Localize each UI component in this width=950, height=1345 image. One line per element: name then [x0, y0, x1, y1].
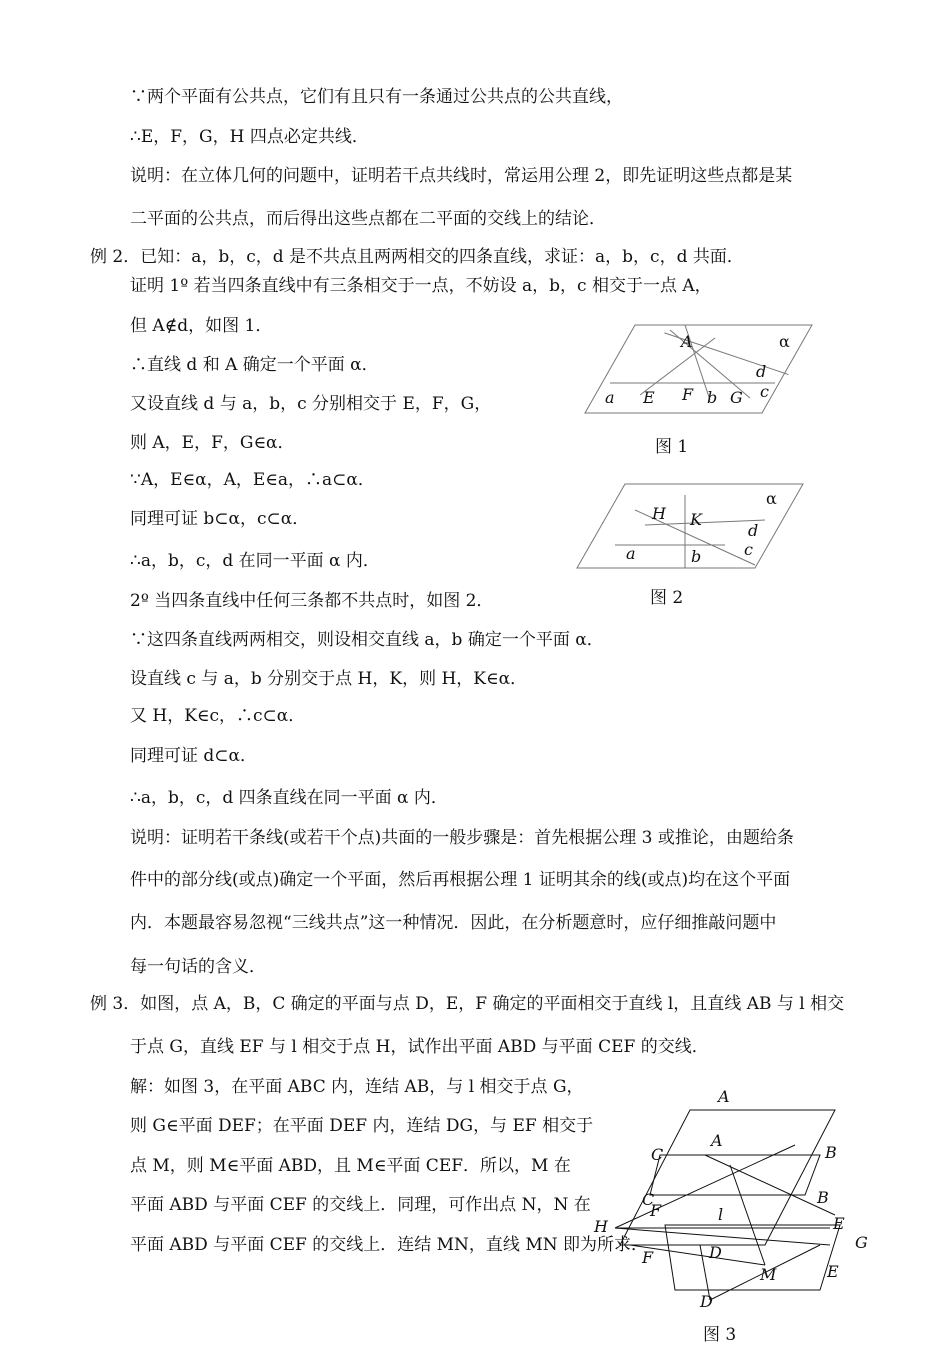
label-F-lower: F: [642, 1248, 654, 1267]
label-a: a: [626, 544, 636, 563]
text-line: ∵两个平面有公共点，它们有且只有一条通过公共点的公共直线，: [130, 87, 623, 107]
label-c: c: [760, 382, 769, 401]
label-d: d: [748, 521, 759, 540]
text-line: 件中的部分线(或点)确定一个平面，然后再根据公理 1 证明其余的线(或点)均在这个平面: [130, 870, 791, 890]
text-line: 同理可证 b⊂α，c⊂α．: [130, 509, 310, 529]
text-line: 解：如图 3，在平面 ABC 内，连结 AB，与 l 相交于点 G，: [130, 1077, 584, 1097]
figure-1-diagram: [580, 320, 820, 420]
text-line: 同理可证 d⊂α．: [130, 746, 258, 766]
figure-1: [580, 320, 820, 420]
label-d: d: [756, 362, 767, 381]
figure-2-diagram: [575, 480, 805, 572]
label-b: b: [691, 547, 702, 566]
label-B-top: B: [825, 1143, 837, 1162]
example-heading: 例 3．如图，点 A，B，C 确定的平面与点 D，E，F 确定的平面相交于直线 l，且直线 AB 与 l 相交: [90, 994, 845, 1014]
text-line: 又设直线 d 与 a，b，c 分别相交于 E，F，G，: [130, 394, 492, 414]
label-a: a: [605, 388, 615, 407]
text-line: 点 M，则 M∈平面 ABD，且 M∈平面 CEF．所以，M 在: [130, 1156, 571, 1176]
text-line: ∵这四条直线两两相交，则设相交直线 a，b 确定一个平面 α．: [130, 630, 604, 650]
figure-2: [575, 480, 805, 572]
label-E: E: [827, 1262, 839, 1281]
figure-2-caption: 图 2: [650, 588, 684, 608]
label-F: F: [682, 385, 694, 404]
figure-3: [590, 1085, 880, 1320]
label-C: C: [642, 1190, 655, 1209]
label-alpha: α: [779, 332, 790, 351]
label-c: c: [744, 540, 753, 559]
text-line: 则 G∈平面 DEF；在平面 DEF 内，连结 DG，与 EF 相交于: [130, 1116, 594, 1136]
label-b: b: [707, 388, 718, 407]
text-line: 内．本题最容易忽视“三线共点”这一种情况．因此，在分析题意时，应仔细推敲问题中: [130, 913, 777, 933]
label-G: G: [855, 1233, 868, 1252]
label-A-top: A: [718, 1087, 730, 1106]
label-D: D: [700, 1292, 713, 1311]
figure-3-diagram: [590, 1085, 880, 1320]
label-B: B: [817, 1188, 829, 1207]
text-line: ∴a，b，c，d 四条直线在同一平面 α 内．: [130, 788, 448, 808]
text-line: 又 H，K∈c，∴c⊂α．: [130, 706, 306, 726]
label-M: M: [760, 1265, 777, 1284]
label-E-right: E: [833, 1214, 845, 1233]
text-line: 二平面的公共点，而后得出这些点都在二平面的交线上的结论．: [130, 209, 606, 229]
text-line: ∵A，E∈α，A，E∈a，∴a⊂α．: [130, 470, 375, 490]
text-line: 说明：在立体几何的问题中，证明若干点共线时，常运用公理 2，即先证明这些点都是某: [130, 166, 793, 186]
label-C-top: C: [651, 1145, 664, 1164]
label-E: E: [643, 388, 655, 407]
text-line: 平面 ABD 与平面 CEF 的交线上．连结 MN，直线 MN 即为所求．: [130, 1235, 649, 1255]
text-line: 但 A∉d，如图 1．: [130, 316, 273, 336]
label-G: G: [730, 388, 743, 407]
label-l: l: [718, 1205, 724, 1224]
text-line: ∴a，b，c，d 在同一平面 α 内．: [130, 551, 380, 571]
label-alpha: α: [766, 489, 777, 508]
text-line: 证明 1º 若当四条直线中有三条相交于一点，不妨设 a，b，c 相交于一点 A，: [130, 276, 712, 296]
text-line: 每一句话的含义．: [130, 957, 266, 977]
label-K: K: [690, 510, 702, 529]
figure-1-caption: 图 1: [655, 437, 689, 457]
text-line: 说明：证明若干条线(或若干个点)共面的一般步骤是：首先根据公理 3 或推论，由题给条: [130, 828, 794, 848]
label-F-upper: F: [650, 1201, 662, 1220]
label-A: A: [681, 332, 693, 351]
text-line: 2º 当四条直线中任何三条都不共点时，如图 2．: [130, 591, 494, 611]
label-D-mid: D: [709, 1243, 722, 1262]
figure-3-caption: 图 3: [703, 1325, 737, 1345]
label-H: H: [652, 504, 666, 523]
text-line: 设直线 c 与 a，b 分别交于点 H，K，则 H，K∈α．: [130, 669, 528, 689]
label-H: H: [594, 1217, 608, 1236]
text-line: 平面 ABD 与平面 CEF 的交线上．同理，可作出点 N，N 在: [130, 1195, 591, 1215]
label-A: A: [711, 1131, 723, 1150]
text-line: 于点 G，直线 EF 与 l 相交于点 H，试作出平面 ABD 与平面 CEF 的交线．: [130, 1037, 709, 1057]
text-line: ∴E，F，G，H 四点必定共线．: [130, 127, 369, 147]
text-line: ∴直线 d 和 A 确定一个平面 α．: [130, 355, 379, 375]
example-heading: 例 2．已知：a，b，c，d 是不共点且两两相交的四条直线，求证：a，b，c，d 共面．: [90, 247, 744, 267]
text-line: 则 A，E，F，G∈α．: [130, 433, 295, 453]
